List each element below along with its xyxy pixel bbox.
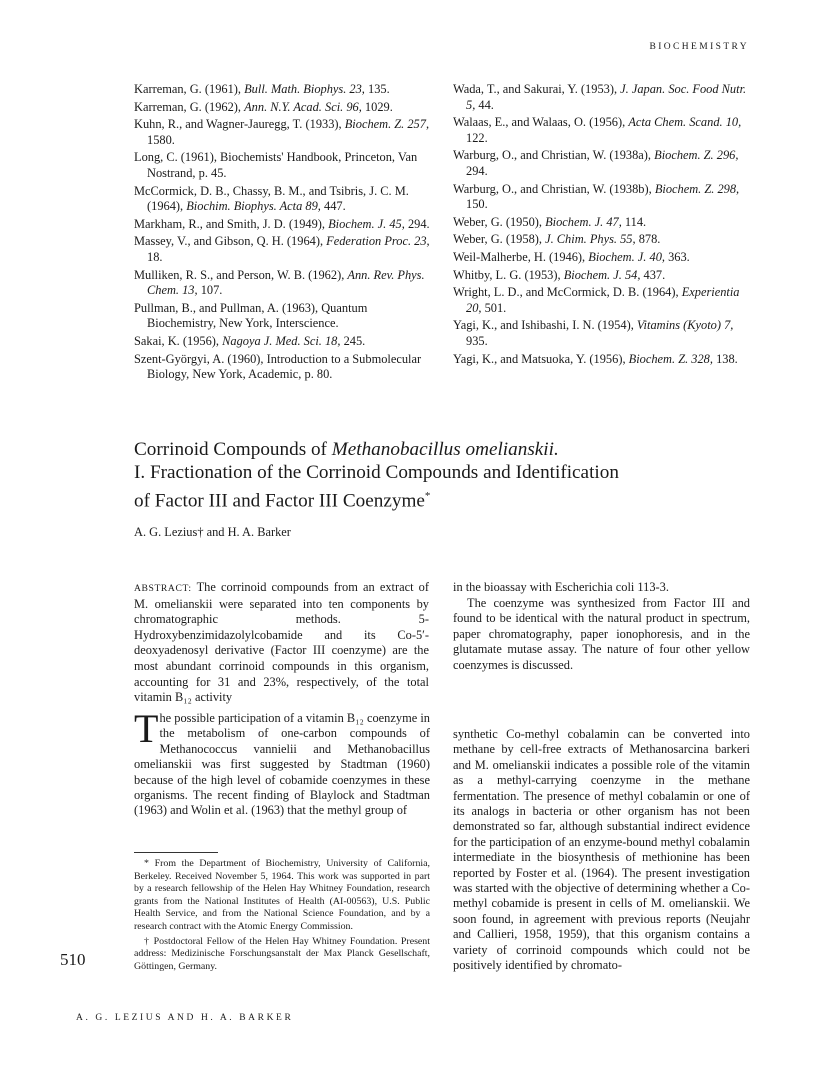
reference-entry — [134, 117, 430, 148]
abstract-right-text-1: in the bioassay with Escherichia coli 113-3. — [453, 580, 669, 594]
reference-journal: Nagoya J. Med. Sci. 18, — [222, 333, 341, 348]
reference-journal: Biochim. Biophys. Acta 89, — [186, 199, 321, 214]
reference-journal: Biochem. Z. 257, — [344, 117, 430, 132]
reference-entry — [134, 334, 430, 350]
abstract-left-text: The corrinoid compounds from an extract of M. omelianskii were separated into ten components by chromatographic methods. 5-Hydroxybenzimidazolylcobamide and its Co-5′-deoxyadenosyl derivative (Factor III coenzyme) are the most abundant corrinoid compounds in this organism, accounting for 31 and 23%, respectively, of the total vitamin B₁₂ activity — [134, 580, 429, 705]
title-line-1-prefix: Corrinoid Compounds of — [134, 439, 332, 460]
body-right-text: synthetic Co-methyl cobalamin can be converted into methane by cell-free extracts of Methanosarcina barkeri and M. omelianskii indicates a possible role of the vitamin as a methyl-carrying coenzyme in the methane fermentation. The presence of methyl cobalamin or one of its analogs in bacteria or other organism has not been demonstrated so far, although substantial indirect evidence for the participation of an enzyme-bound methyl cobalamin intermediate in the biosynthesis of methionine has been reported by Foster et al. (1964). The present investigation was started with the objective of determining whether a Co-methyl cobamide is present in cells of M. omelianskii. We soon found, in agreement with previous reports (Neujahr and Callieri, 1958, 1959), that this organism contains a variety of corrinoid compounds which could not be positively identified by chromato- — [453, 727, 750, 973]
references-left-column — [134, 82, 430, 385]
reference-text: Weber, G. (1958), — [453, 232, 546, 247]
reference-pages: 447. — [320, 199, 346, 214]
reference-entry — [453, 148, 753, 179]
reference-pages: 878. — [635, 232, 661, 247]
reference-entry — [453, 268, 753, 284]
reference-text: Karreman, G. (1961), — [134, 82, 245, 96]
title-line-3: of Factor III and Factor III Coenzyme — [134, 490, 425, 512]
footnote-fellowship: † Postdoctoral Fellow of the Helen Hay Whitney Foundation. Present address: Medizinische Forschungsanstalt der Max Planck Gesellschaft, Göttingen, Germany. — [134, 935, 430, 972]
reference-text: Markham, R., and Smith, J. D. (1949), — [134, 216, 329, 231]
reference-journal: Biochem. J. 47, — [545, 214, 622, 229]
reference-entry — [453, 352, 753, 368]
reference-pages: 437. — [640, 267, 666, 282]
reference-text: Massey, V., and Gibson, Q. H. (1964), — [134, 234, 327, 249]
reference-journal: Vitamins (Kyoto) 7, — [636, 318, 734, 333]
reference-text: Karreman, G. (1962), — [134, 99, 245, 114]
reference-text: McCormick, D. B., Chassy, B. M., and Tsibris, J. C. M. (1964), — [134, 183, 409, 214]
reference-pages: 122. — [466, 130, 488, 145]
reference-pages: 1580. — [147, 132, 175, 147]
reference-journal: Biochem. J. 54, — [563, 267, 641, 282]
references-right-column — [453, 82, 753, 369]
reference-entry — [134, 184, 430, 215]
reference-pages: 501. — [481, 300, 507, 315]
reference-pages: 114. — [621, 214, 647, 229]
reference-text: Wada, T., and Sakurai, Y. (1953), — [453, 82, 621, 96]
reference-pages: 135. — [364, 82, 390, 96]
reference-entry — [134, 217, 430, 233]
reference-journal: Biochem. Z. 296, — [654, 148, 739, 163]
abstract-right-text-2: The coenzyme was synthesized from Factor III and found to be identical with the natural product in spectrum, paper chromatography, paper ionophoresis, and in the glutamate mutase assay. The nature of four other yellow coenzymes is discussed. — [453, 595, 750, 672]
body-left-text: he possible participation of a vitamin B₁₂ coenzyme in the metabolism of one-carbon compounds of Methanococcus vannielii and Methanobacillus omelianskii was first suggested by Stadtman (1960) because of the high level of cobamide coenzymes in these organisms. The recent finding of Blaylock and Stadtman (1963) and Wolin et al. (1963) that the methyl group of — [134, 711, 430, 818]
article-title — [134, 438, 734, 513]
running-foot: A. G. LEZIUS AND H. A. BARKER — [76, 1013, 294, 1023]
reference-pages: 1029. — [361, 99, 393, 114]
reference-text: Mulliken, R. S., and Person, W. B. (1962), — [134, 267, 348, 282]
reference-text: Whitby, L. G. (1953), — [453, 267, 564, 282]
reference-journal: Biochem. Z. 298, — [654, 181, 740, 196]
reference-text: Weber, G. (1950), — [453, 214, 546, 229]
reference-pages: 150. — [466, 197, 488, 212]
reference-journal: Bull. Math. Biophys. 23, — [244, 82, 365, 96]
abstract-label: ABSTRACT: — [134, 583, 192, 594]
title-organism: Methanobacillus omelianskii. — [331, 439, 559, 460]
reference-journal: Ann. Rev. Phys. Chem. 13, — [147, 267, 425, 298]
reference-journal: Acta Chem. Scand. 10, — [628, 115, 742, 130]
reference-entry — [134, 301, 430, 332]
reference-pages: 245. — [340, 333, 366, 348]
drop-cap: T — [134, 706, 159, 751]
footnote-affiliation: * From the Department of Biochemistry, University of California, Berkeley. Received November 5, 1964. This work was supported in part by a research fellowship of the Helen Hay Whitney Foundation, research grants from the National Institutes of Health (AI-00563), U.S. Public Health Service, and from the National Science Foundation, and by a research contract with the Atomic Energy Commission. — [134, 858, 430, 932]
title-line-2: I. Fractionation of the Corrinoid Compounds and Identification — [134, 462, 619, 484]
reference-entry — [453, 182, 753, 213]
reference-journal: Biochem. J. 40, — [588, 249, 665, 264]
running-head: BIOCHEMISTRY — [649, 42, 749, 52]
footnotes — [134, 858, 430, 975]
reference-journal: Biochem. Z. 328, — [628, 351, 713, 366]
body-left-column — [134, 706, 430, 819]
reference-text: Sakai, K. (1956), — [134, 333, 223, 348]
page-number: 510 — [60, 950, 86, 969]
authors: A. G. Lezius† and H. A. Barker — [134, 525, 291, 539]
reference-journal: Ann. N.Y. Acad. Sci. 96, — [244, 99, 362, 114]
reference-entry — [453, 318, 753, 349]
reference-entry — [134, 82, 430, 98]
reference-text: Long, C. (1961), Biochemists' Handbook, Princeton, Van Nostrand, p. 45. — [134, 150, 418, 180]
reference-pages: 294. — [404, 216, 430, 231]
reference-journal: Experientia 20, — [466, 285, 740, 315]
reference-journal: Federation Proc. 23, — [326, 234, 430, 249]
reference-entry — [453, 215, 753, 231]
reference-entry — [134, 234, 430, 265]
reference-entry — [134, 352, 430, 383]
reference-entry — [453, 285, 753, 316]
reference-entry — [134, 150, 430, 181]
abstract-right — [453, 580, 750, 674]
reference-pages: 18. — [147, 249, 163, 264]
reference-text: Pullman, B., and Pullman, A. (1963), Quantum Biochemistry, New York, Interscience. — [134, 300, 368, 331]
reference-journal: J. Chim. Phys. 55, — [545, 232, 636, 247]
reference-pages: 294. — [466, 163, 488, 178]
reference-text: Yagi, K., and Ishibashi, I. N. (1954), — [453, 318, 637, 333]
reference-pages: 44. — [475, 97, 494, 112]
reference-text: Weil-Malherbe, H. (1946), — [453, 249, 589, 264]
reference-entry — [134, 268, 430, 299]
reference-journal: J. Japan. Soc. Food Nutr. 5, — [466, 82, 747, 112]
reference-text: Wright, L. D., and McCormick, D. B. (1964), — [453, 285, 682, 300]
reference-text: Kuhn, R., and Wagner-Jauregg, T. (1933), — [134, 117, 345, 132]
footnote-rule — [134, 852, 218, 853]
reference-entry — [453, 250, 753, 266]
reference-text: Warburg, O., and Christian, W. (1938b), — [453, 181, 655, 196]
body-right-column — [453, 727, 750, 974]
reference-text: Warburg, O., and Christian, W. (1938a), — [453, 148, 655, 163]
reference-pages: 138. — [712, 351, 738, 366]
reference-pages: 935. — [466, 333, 488, 348]
reference-text: Yagi, K., and Matsuoka, Y. (1956), — [453, 351, 629, 366]
reference-text: Walaas, E., and Walaas, O. (1956), — [453, 115, 629, 130]
reference-journal: Biochem. J. 45, — [328, 216, 405, 231]
reference-pages: 363. — [665, 249, 690, 264]
reference-text: Szent-Györgyi, A. (1960), Introduction to a Submolecular Biology, New York, Academic, p. 80. — [134, 351, 422, 382]
abstract-left — [134, 580, 429, 706]
reference-pages: 107. — [197, 283, 223, 298]
reference-entry — [453, 115, 753, 146]
reference-entry — [134, 100, 430, 116]
title-footnote-mark: * — [424, 489, 431, 502]
reference-entry — [453, 82, 753, 113]
reference-entry — [453, 232, 753, 248]
